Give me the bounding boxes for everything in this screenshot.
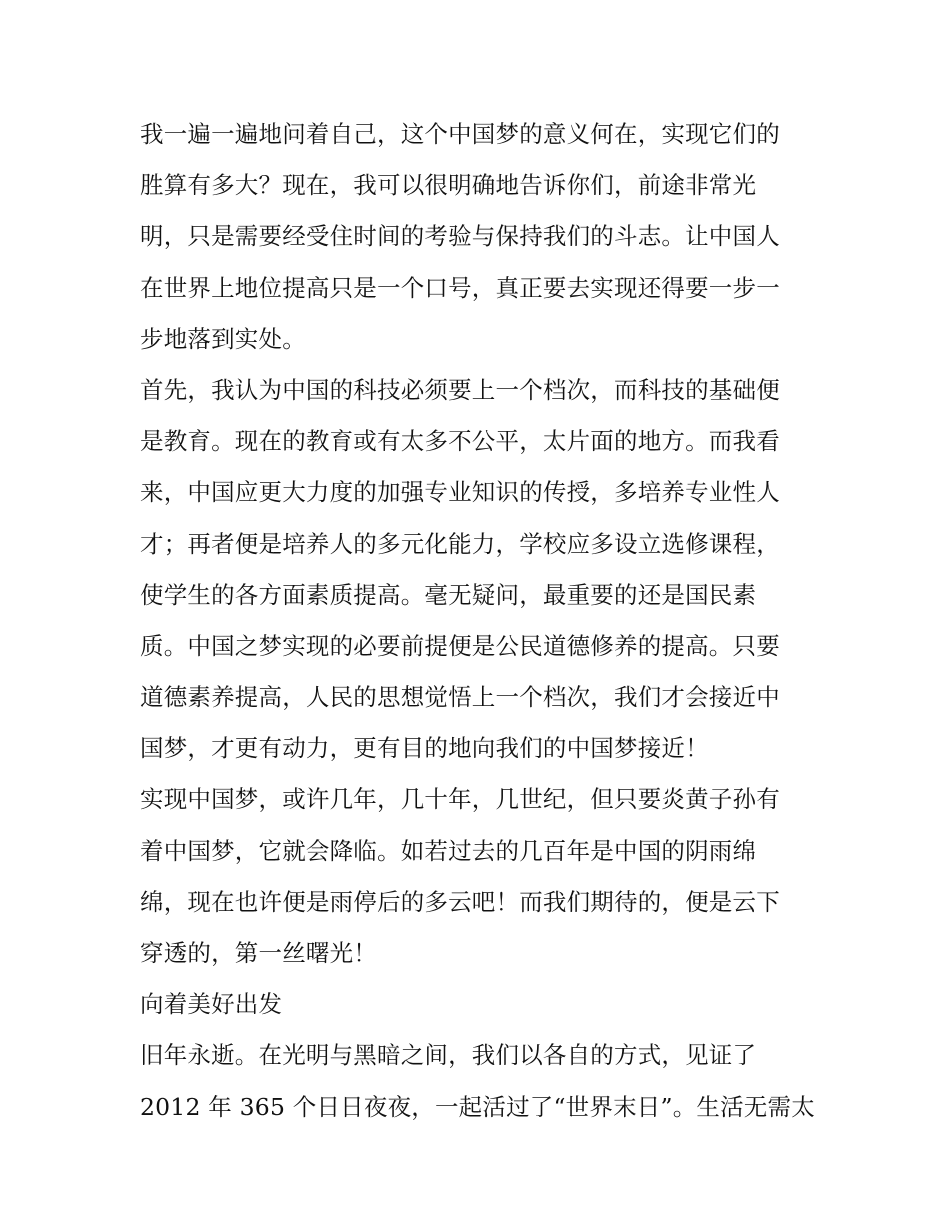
text-line: 道德素养提高，人民的思想觉悟上一个档次，我们才会接近中	[140, 683, 780, 712]
text-line: 国梦，才更有动力，更有目的地向我们的中国梦接近！	[140, 734, 709, 763]
text-line: 步地落到实处。	[140, 324, 306, 353]
text-line: 在世界上地位提高只是一个口号，真正要去实现还得要一步一	[140, 273, 780, 302]
text-line: 是教育。现在的教育或有太多不公平，太片面的地方。而我看	[140, 427, 780, 456]
text-line: 我一遍一遍地问着自己，这个中国梦的意义何在，实现它们的	[140, 120, 780, 148]
text-line: 质。中国之梦实现的必要前提便是公民道德修养的提高。只要	[140, 631, 780, 660]
text-line: 绵，现在也许便是雨停后的多云吧！而我们期待的，便是云下	[140, 887, 780, 916]
text-line: 使学生的各方面素质提高。毫无疑问，最重要的还是国民素	[140, 580, 757, 609]
document-body	[140, 109, 820, 1133]
text-line: 旧年永逝。在光明与黑暗之间，我们以各自的方式，见证了	[140, 1041, 757, 1070]
text-line: 着中国梦，它就会降临。如若过去的几百年是中国的阴雨绵	[140, 836, 757, 865]
text-line: 来，中国应更大力度的加强专业知识的传授，多培养专业性人	[140, 478, 780, 507]
text-line: 明，只是需要经受住时间的考验与保持我们的斗志。让中国人	[140, 222, 780, 251]
text-line: 胜算有多大？现在，我可以很明确地告诉你们，前途非常光	[140, 171, 757, 200]
text-line: 首先，我认为中国的科技必须要上一个档次，而科技的基础便	[140, 375, 780, 404]
text-line: 实现中国梦，或许几年，几十年，几世纪，但只要炎黄子孙有	[140, 785, 780, 814]
text-line: 2012 年 365 个日日夜夜，一起活过了“世界末日”。生活无需太	[140, 1092, 815, 1121]
section-heading: 向着美好出发	[140, 990, 283, 1019]
text-line: 穿透的，第一丝曙光！	[140, 939, 377, 967]
text-line: 才；再者便是培养人的多元化能力，学校应多设立选修课程，	[140, 529, 780, 558]
